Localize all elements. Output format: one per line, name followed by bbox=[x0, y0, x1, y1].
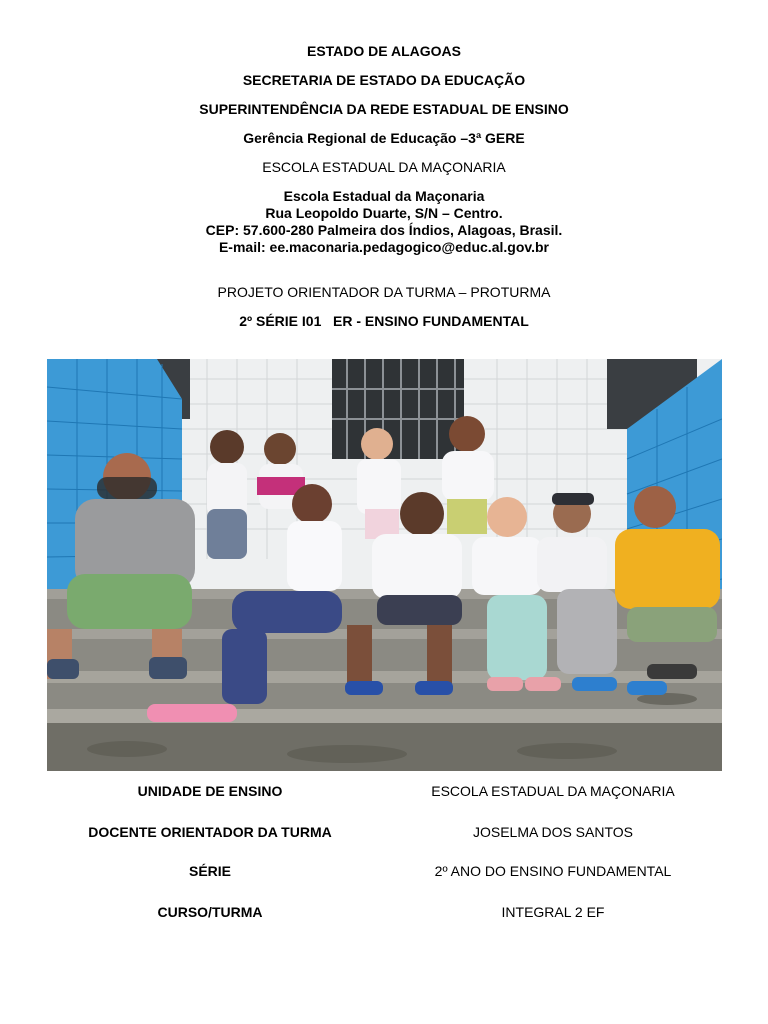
info-row-docente bbox=[0, 822, 768, 842]
info-row-unidade bbox=[0, 781, 768, 801]
address-name: Escola Estadual da Maçonaria bbox=[283, 188, 485, 204]
info-label: CURSO/TURMA bbox=[157, 904, 263, 920]
header-school: ESCOLA ESTADUAL DA MAÇONARIA bbox=[262, 159, 506, 175]
header-secretariat: SECRETARIA DE ESTADO DA EDUCAÇÃO bbox=[242, 72, 526, 88]
address-email: E-mail: ee.maconaria.pedagogico@educ.al.gov.br bbox=[218, 239, 550, 255]
info-value: JOSELMA DOS SANTOS bbox=[472, 824, 633, 840]
project-title: PROJETO ORIENTADOR DA TURMA – PROTURMA bbox=[217, 284, 551, 300]
address-street: Rua Leopoldo Duarte, S/N – Centro. bbox=[265, 205, 503, 221]
info-label: SÉRIE bbox=[188, 863, 231, 879]
info-row-curso bbox=[0, 902, 768, 922]
project-class: 2º SÉRIE I01 ER - ENSINO FUNDAMENTAL bbox=[239, 313, 529, 329]
info-value: ESCOLA ESTADUAL DA MAÇONARIA bbox=[431, 783, 675, 799]
info-label: UNIDADE DE ENSINO bbox=[137, 783, 283, 799]
info-value: 2º ANO DO ENSINO FUNDAMENTAL bbox=[434, 863, 672, 879]
info-row-serie bbox=[0, 861, 768, 881]
header-state: ESTADO DE ALAGOAS bbox=[306, 43, 461, 59]
header-superintendence: SUPERINTENDÊNCIA DA REDE ESTADUAL DE ENSINO bbox=[199, 101, 569, 117]
info-label: DOCENTE ORIENTADOR DA TURMA bbox=[88, 824, 332, 840]
header-regional: Gerência Regional de Educação –3ª GERE bbox=[243, 130, 525, 146]
address-cep: CEP: 57.600-280 Palmeira dos Índios, Alagoas, Brasil. bbox=[205, 222, 563, 238]
class-photo bbox=[47, 359, 722, 771]
school-address-block bbox=[0, 188, 768, 256]
info-value: INTEGRAL 2 EF bbox=[501, 904, 605, 920]
